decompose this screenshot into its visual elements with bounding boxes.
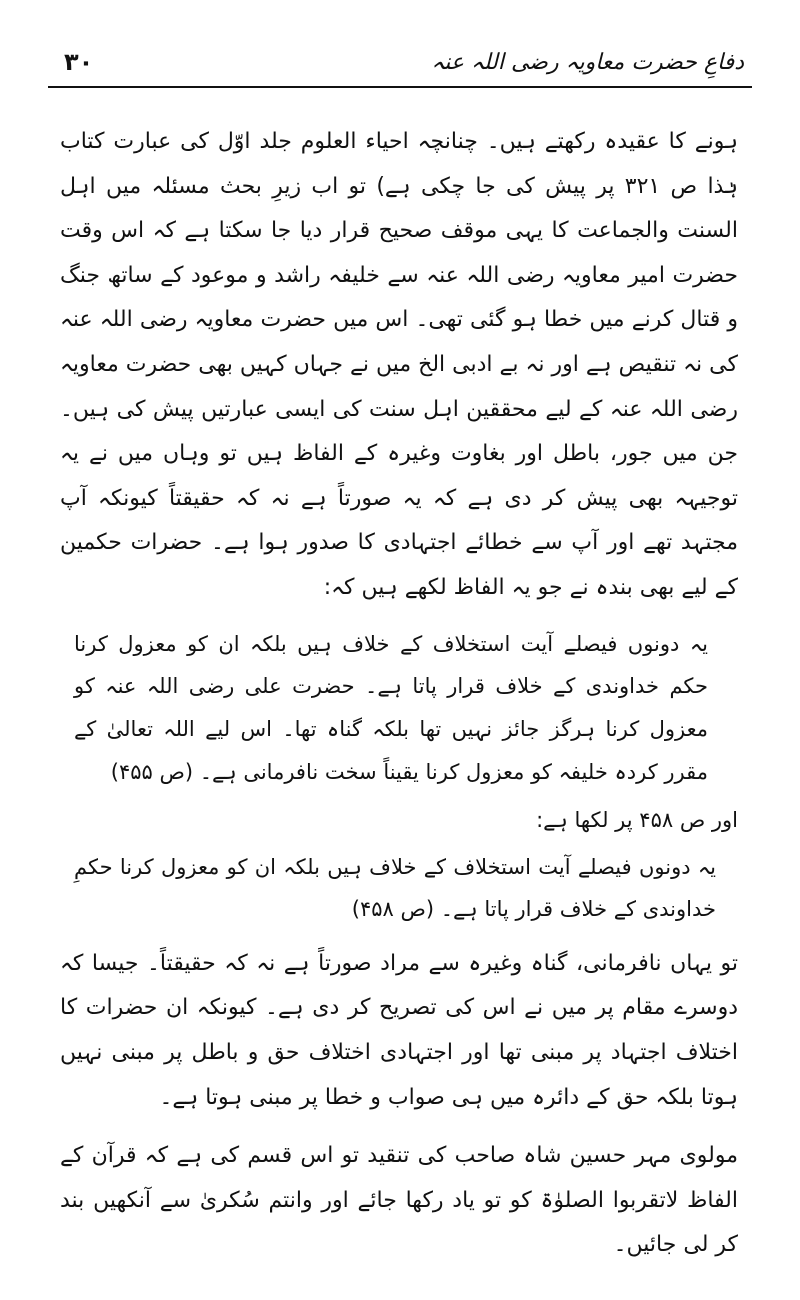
bridge-line: اور ص ۴۵۸ پر لکھا ہے: [536, 807, 738, 832]
page-number: ۳۰ [64, 48, 94, 76]
running-title: دفاعِ حضرت معاویہ رضی اللہ عنہ [431, 50, 744, 75]
block-quote-1: یہ دونوں فیصلے آیت استخلاف کے خلاف ہیں بلکہ ان کو معزول کرنا حکم خداوندی کے خلاف قرار پاتا ہے۔ حضرت علی رضی اللہ عنہ کو معزول کرنا ہرگز جائز نہیں تھا بلکہ گناہ تھا۔ اس لیے اللہ تعالیٰ کے مقرر کردہ خلیفہ کو معزول کرنا یقیناً سخت نافرمانی ہے۔ (ص ۴۵۵) [74, 631, 708, 784]
page-body [60, 120, 738, 1268]
block-quote-2: یہ دونوں فیصلے آیت استخلاف کے خلاف ہیں بلکہ ان کو معزول کرنا حکمِ خداوندی کے خلاف قرار پاتا ہے۔ (ص ۴۵۸) [74, 854, 716, 921]
paragraph-1: ہونے کا عقیدہ رکھتے ہیں۔ چنانچہ احیاء العلوم جلد اوّل کی عبارت کتاب ہٰذا ص ۳۲۱ پر پیش کی جا چکی ہے) تو اب زیرِ بحث مسئلہ میں اہل السنت والجماعت کا یہی موقف صحیح قرار دیا جا سکتا ہے کہ اس وقت حضرت امیر معاویہ رضی اللہ عنہ سے خلیفہ راشد و موعود کے ساتھ جنگ و قتال کرنے میں خطا ہو گئی تھی۔ اس میں حضرت معاویہ رضی اللہ عنہ کی نہ تنقیص ہے اور نہ بے ادبی الخ میں نے جہاں کہیں بھی حضرت معاویہ رضی اللہ عنہ کے لیے محققین اہل سنت کی ایسی عبارتیں پیش کی ہیں۔ جن میں جور، باطل اور بغاوت وغیرہ کے الفاظ ہیں تو وہاں میں نے یہ توجیہہ بھی پیش کر دی ہے کہ یہ صورتاً ہے نہ کہ حقیقتاً کیونکہ آپ مجتہد تھے اور آپ سے خطائے اجتہادی کا صدور ہوا ہے۔ حضرات حکمین کے لیے بھی بندہ نے جو یہ الفاظ لکھے ہیں کہ: [60, 129, 738, 600]
paragraph-2: تو یہاں نافرمانی، گناہ وغیرہ سے مراد صورتاً ہے نہ کہ حقیقتاً۔ جیسا کہ دوسرے مقام پر میں نے اس کی تصریح کر دی ہے۔ کیونکہ ان حضرات کا اختلاف اجتہاد پر مبنی تھا اور اجتہادی اختلاف حق و باطل پر مبنی نہیں ہوتا بلکہ حق کے دائرہ میں ہی صواب و خطا پر مبنی ہوتا ہے۔ [60, 950, 738, 1110]
page-header [48, 44, 752, 88]
paragraph-3: مولوی مہر حسین شاہ صاحب کی تنقید تو اس قسم کی ہے کہ قرآن کے الفاظ لاتقربوا الصلوٰۃ کو تو یاد رکھا جائے اور وانتم سُکریٰ سے آنکھیں بند کر لی جائیں۔ [60, 1143, 738, 1258]
